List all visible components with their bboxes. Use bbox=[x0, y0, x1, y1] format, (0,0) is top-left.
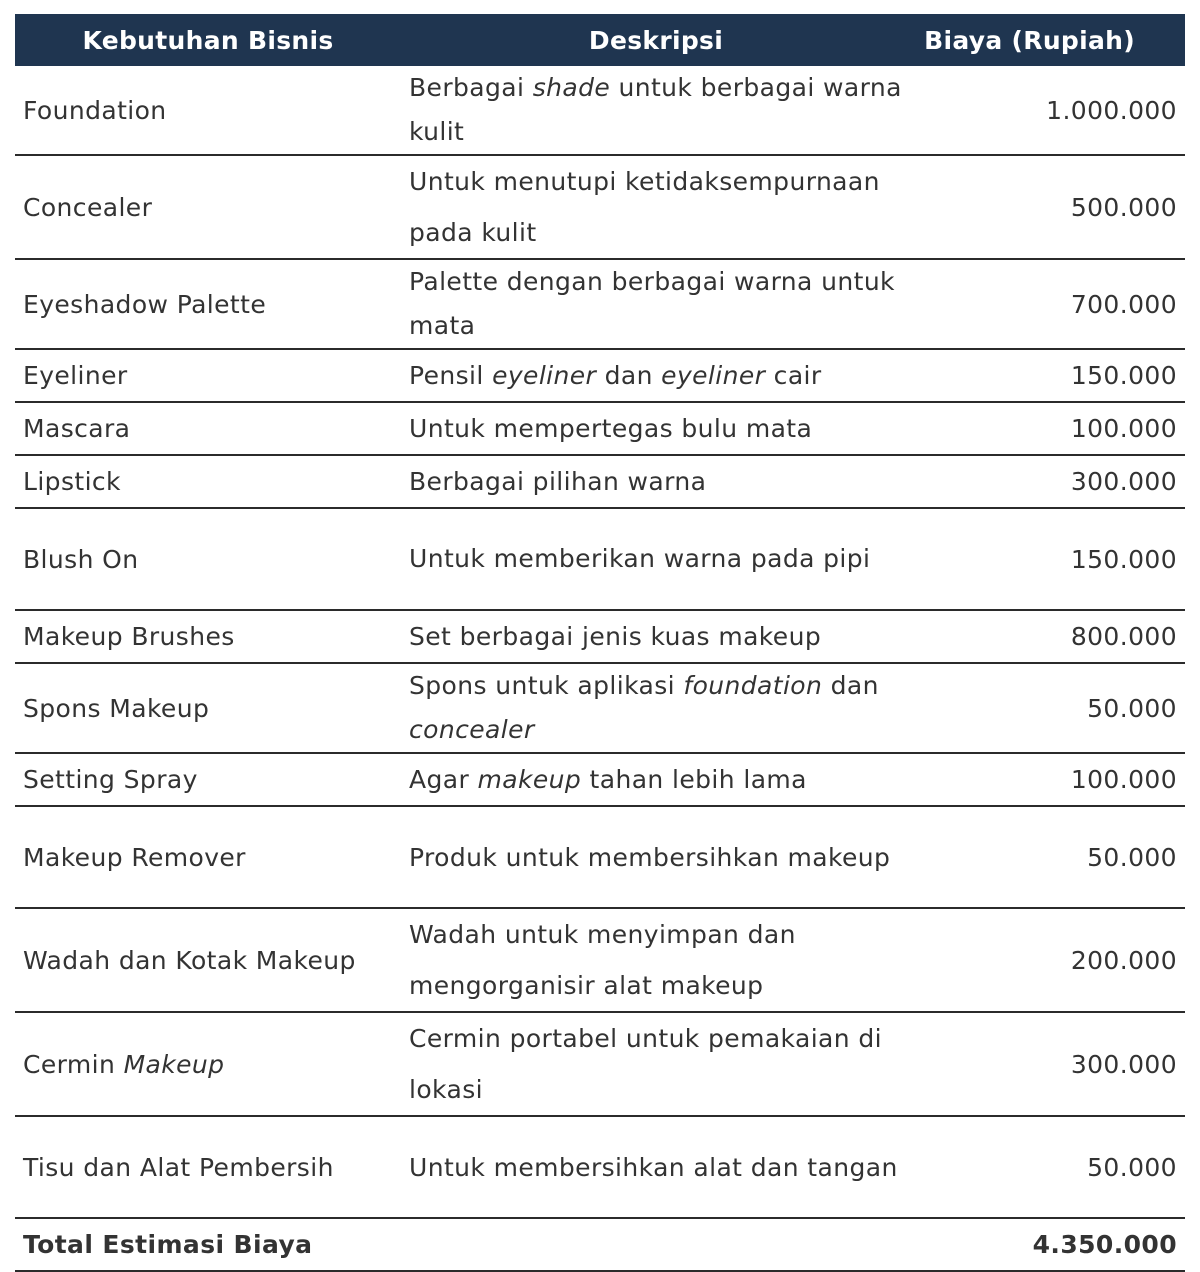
item-cell: Makeup Remover bbox=[15, 806, 401, 908]
item-cell: Tisu dan Alat Pembersih bbox=[15, 1116, 401, 1218]
cost-table-container bbox=[15, 14, 1185, 1272]
description-text: dan bbox=[596, 360, 662, 390]
description-text: Produk untuk membersihkan makeup bbox=[409, 842, 891, 872]
description-cell bbox=[401, 806, 911, 908]
description-text: untuk berbagai warna kulit bbox=[409, 73, 902, 146]
table-row bbox=[15, 259, 1185, 349]
item-cell: Mascara bbox=[15, 402, 401, 455]
cost-cell: 100.000 bbox=[911, 402, 1185, 455]
description-cell bbox=[401, 508, 911, 610]
table-row bbox=[15, 908, 1185, 1012]
item-cell: Eyeliner bbox=[15, 349, 401, 402]
description-text: Untuk mempertegas bulu mata bbox=[409, 413, 813, 443]
total-cost: 4.350.000 bbox=[911, 1218, 1185, 1271]
table-row bbox=[15, 663, 1185, 753]
description-cell bbox=[401, 753, 911, 806]
description-cell bbox=[401, 1116, 911, 1218]
table-header-row bbox=[15, 14, 1185, 66]
cost-cell: 50.000 bbox=[911, 663, 1185, 753]
description-cell bbox=[401, 66, 911, 155]
item-cell: Setting Spray bbox=[15, 753, 401, 806]
cost-cell: 1.000.000 bbox=[911, 66, 1185, 155]
item-cell: Eyeshadow Palette bbox=[15, 259, 401, 349]
total-label: Total Estimasi Biaya bbox=[15, 1218, 401, 1271]
item-cell: Foundation bbox=[15, 66, 401, 155]
total-row bbox=[15, 1218, 1185, 1271]
description-cell bbox=[401, 455, 911, 508]
description-cell bbox=[401, 155, 911, 259]
description-text: Cermin portabel untuk pemakaian di lokasi bbox=[409, 1024, 882, 1104]
cost-cell: 150.000 bbox=[911, 508, 1185, 610]
cost-cell: 100.000 bbox=[911, 753, 1185, 806]
table-row bbox=[15, 610, 1185, 663]
cost-cell: 300.000 bbox=[911, 1012, 1185, 1116]
description-text: tahan lebih lama bbox=[581, 764, 807, 794]
description-italic: foundation bbox=[683, 671, 823, 700]
header-deskripsi: Deskripsi bbox=[401, 14, 911, 66]
description-cell bbox=[401, 908, 911, 1012]
cost-cell: 800.000 bbox=[911, 610, 1185, 663]
description-italic: eyeliner bbox=[492, 360, 597, 390]
cost-cell: 200.000 bbox=[911, 908, 1185, 1012]
description-italic: eyeliner bbox=[661, 360, 766, 390]
item-cell: Wadah dan Kotak Makeup bbox=[15, 908, 401, 1012]
item-text: Cermin bbox=[23, 1049, 124, 1079]
description-cell bbox=[401, 349, 911, 402]
table-row bbox=[15, 1116, 1185, 1218]
cost-cell: 500.000 bbox=[911, 155, 1185, 259]
description-text: Spons untuk aplikasi bbox=[409, 671, 684, 700]
description-text: Pensil bbox=[409, 360, 493, 390]
description-text: dan bbox=[822, 671, 879, 700]
description-text: Untuk memberikan warna pada pipi bbox=[409, 544, 871, 573]
item-cell: Blush On bbox=[15, 508, 401, 610]
cost-cell: 150.000 bbox=[911, 349, 1185, 402]
total-empty-cell bbox=[401, 1218, 911, 1271]
description-cell bbox=[401, 259, 911, 349]
description-text: Palette dengan berbagai warna untuk mata bbox=[409, 267, 895, 340]
description-text: Wadah untuk menyimpan dan mengorganisir alat makeup bbox=[409, 920, 796, 1000]
item-cell: Concealer bbox=[15, 155, 401, 259]
cost-cell: 50.000 bbox=[911, 806, 1185, 908]
item-cell bbox=[15, 1012, 401, 1116]
description-text: Set berbagai jenis kuas makeup bbox=[409, 621, 822, 651]
description-cell bbox=[401, 1012, 911, 1116]
table-row bbox=[15, 753, 1185, 806]
table-row bbox=[15, 66, 1185, 155]
description-cell bbox=[401, 402, 911, 455]
table-row bbox=[15, 402, 1185, 455]
item-text-italic: Makeup bbox=[123, 1049, 225, 1079]
item-cell: Spons Makeup bbox=[15, 663, 401, 753]
table-row bbox=[15, 455, 1185, 508]
table-row bbox=[15, 349, 1185, 402]
description-cell bbox=[401, 663, 911, 753]
description-cell bbox=[401, 610, 911, 663]
table-row bbox=[15, 155, 1185, 259]
cost-cell: 700.000 bbox=[911, 259, 1185, 349]
description-italic: shade bbox=[532, 73, 611, 102]
description-text: Berbagai pilihan warna bbox=[409, 466, 707, 496]
description-text: Agar bbox=[409, 764, 478, 794]
cost-cell: 300.000 bbox=[911, 455, 1185, 508]
header-biaya: Biaya (Rupiah) bbox=[911, 14, 1185, 66]
cost-cell: 50.000 bbox=[911, 1116, 1185, 1218]
description-text: Berbagai bbox=[409, 73, 533, 102]
description-italic: concealer bbox=[409, 715, 535, 744]
item-cell: Makeup Brushes bbox=[15, 610, 401, 663]
header-kebutuhan: Kebutuhan Bisnis bbox=[15, 14, 401, 66]
description-text: cair bbox=[765, 360, 822, 390]
table-row bbox=[15, 508, 1185, 610]
cost-table bbox=[15, 14, 1185, 1272]
item-cell: Lipstick bbox=[15, 455, 401, 508]
description-text: Untuk membersihkan alat dan tangan bbox=[409, 1152, 898, 1182]
table-row bbox=[15, 806, 1185, 908]
table-row bbox=[15, 1012, 1185, 1116]
description-italic: makeup bbox=[477, 764, 582, 794]
description-text: Untuk menutupi ketidaksempurnaan pada kulit bbox=[409, 167, 880, 247]
